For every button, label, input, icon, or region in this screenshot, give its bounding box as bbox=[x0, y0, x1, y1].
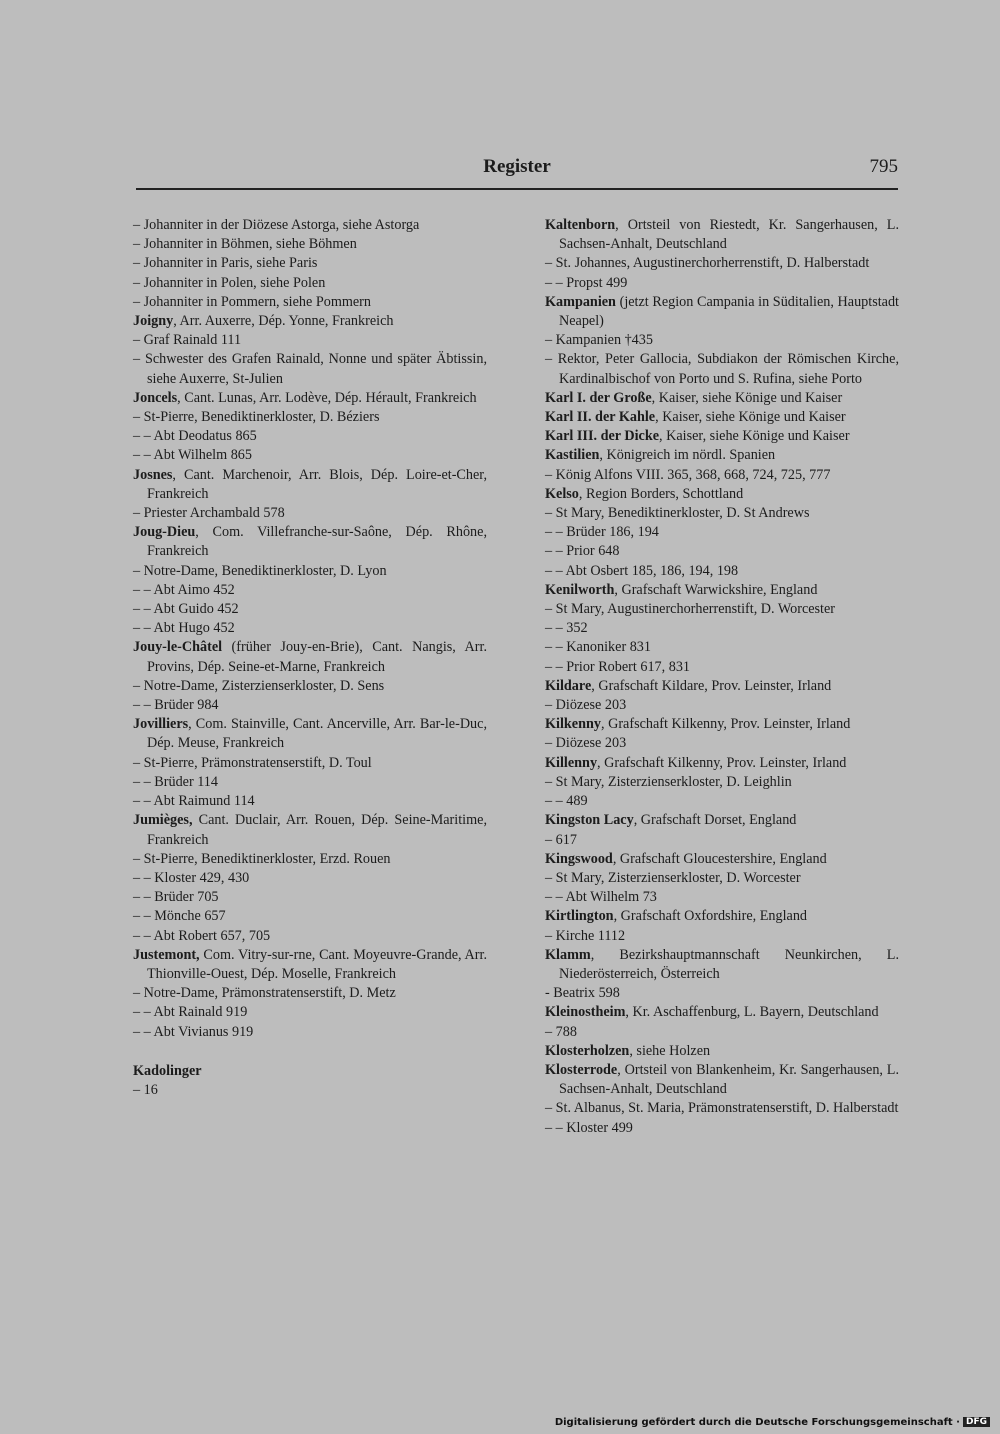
register-subentry: – – Brüder 984 bbox=[133, 697, 219, 714]
entry-headword: Kampanien bbox=[545, 293, 616, 310]
entry-headword: Karl II. der Kahle bbox=[545, 409, 656, 426]
register-entry bbox=[133, 312, 487, 331]
register-subentry: – – Abt Guido 452 bbox=[133, 601, 239, 618]
register-subentry: – – Brüder 186, 194 bbox=[545, 524, 659, 541]
entry-headword: Kenilworth bbox=[545, 581, 615, 598]
entry-description: , Kaiser, siehe Könige und Kaiser bbox=[651, 389, 843, 406]
entry-description: , Cant. Lunas, Arr. Lodève, Dép. Hérault, Frankreich bbox=[177, 389, 477, 406]
register-entry bbox=[545, 216, 899, 254]
register-subentry: – – Abt Osbert 185, 186, 194, 198 bbox=[545, 562, 739, 579]
entry-headword: Kirtlington bbox=[545, 908, 614, 925]
section-gap bbox=[133, 1042, 487, 1062]
register-subentry: – St-Pierre, Prämonstratenserstift, D. Toul bbox=[133, 754, 372, 771]
register-entry bbox=[545, 677, 899, 696]
entry-headword: Karl I. der Große bbox=[545, 389, 652, 406]
footer-text: Digitalisierung gefördert durch die Deutsche Forschungsgemeinschaft · bbox=[554, 1417, 960, 1428]
entry-headword: Jovilliers bbox=[133, 716, 189, 733]
entry-description: (früher Jouy-en-Brie), Cant. Nangis, Arr. Provins, Dép. Seine-et-Marne, Frankreich bbox=[147, 639, 487, 675]
entry-headword: Justemont, bbox=[133, 946, 200, 963]
register-subentry: – – Abt Robert 657, 705 bbox=[133, 927, 271, 944]
entry-description: , Grafschaft Kilkenny, Prov. Leinster, Irland bbox=[600, 716, 851, 733]
entry-description: (jetzt Region Campania in Süditalien, Hauptstadt Neapel) bbox=[559, 293, 899, 330]
register-subentry: – St Mary, Zisterzienserkloster, D. Leighlin bbox=[545, 773, 792, 790]
entry-description: , Ortsteil von Blankenheim, Kr. Sangerhausen, L. Sachsen-Anhalt, Deutschland bbox=[559, 1061, 899, 1098]
entry-headword: Kelso bbox=[545, 485, 579, 502]
register-subentry: – König Alfons VIII. 365, 368, 668, 724, 725, 777 bbox=[545, 466, 831, 483]
register-subentry: – – Kanoniker 831 bbox=[545, 639, 651, 656]
entry-description: , Bezirkshauptmannschaft Neunkirchen, L. Niederösterreich, Österreich bbox=[559, 946, 899, 982]
register-entry bbox=[545, 485, 899, 504]
register-subentry: – – Abt Hugo 452 bbox=[133, 620, 235, 637]
register-entry bbox=[133, 946, 487, 984]
entry-headword: Jumièges, bbox=[133, 812, 193, 829]
register-entry bbox=[545, 1061, 899, 1099]
entry-description: , Grafschaft Oxfordshire, England bbox=[613, 908, 808, 925]
register-subentry: – – Abt Vivianus 919 bbox=[133, 1023, 254, 1040]
register-subentry: – – Abt Deodatus 865 bbox=[133, 428, 257, 445]
register-subentry: – – Abt Raimund 114 bbox=[133, 793, 255, 810]
register-subentry: - Beatrix 598 bbox=[545, 985, 620, 1002]
dfg-logo: DFG bbox=[963, 1417, 990, 1427]
entry-description: Cant. Duclair, Arr. Rouen, Dép. Seine-Maritime, Frankreich bbox=[147, 812, 487, 848]
page-header-title: Register bbox=[483, 156, 551, 177]
entry-description: , Grafschaft Dorset, England bbox=[633, 812, 797, 829]
register-entry bbox=[545, 389, 899, 408]
entry-description: , Grafschaft Gloucestershire, England bbox=[612, 850, 827, 867]
entry-description: , siehe Holzen bbox=[629, 1042, 711, 1059]
register-subentry: – Kirche 1112 bbox=[545, 927, 626, 944]
register-entry bbox=[545, 907, 899, 926]
register-subentry: – – 352 bbox=[545, 620, 588, 637]
register-subentry: – Johanniter in Polen, siehe Polen bbox=[133, 274, 326, 291]
register-entry bbox=[545, 446, 899, 465]
register-subentry: – – Kloster 429, 430 bbox=[133, 869, 250, 886]
register-subentry: – – Prior 648 bbox=[545, 543, 620, 560]
register-entry bbox=[133, 811, 487, 849]
register-subentry: – – Abt Aimo 452 bbox=[133, 581, 235, 598]
entry-headword: Klosterrode bbox=[545, 1061, 618, 1078]
entry-headword: Kilkenny bbox=[545, 716, 601, 733]
register-column-left bbox=[133, 216, 487, 1100]
register-subentry: – St. Albanus, St. Maria, Prämonstratenserstift, D. Halberstadt bbox=[545, 1100, 899, 1117]
entry-headword: Kingston Lacy bbox=[545, 812, 634, 829]
entry-headword: Kastilien bbox=[545, 447, 600, 464]
register-subentry: – St Mary, Benediktinerkloster, D. St Andrews bbox=[545, 505, 810, 522]
register-subentry: – 617 bbox=[545, 831, 577, 848]
register-subentry: – Kampanien †435 bbox=[545, 332, 653, 349]
register-subentry: – – Kloster 499 bbox=[545, 1119, 633, 1136]
register-entry bbox=[545, 715, 899, 734]
header-rule bbox=[136, 188, 898, 190]
register-entry bbox=[545, 427, 899, 446]
entry-headword: Karl III. der Dicke bbox=[545, 428, 660, 445]
register-subentry: – Johanniter in Pommern, siehe Pommern bbox=[133, 293, 372, 310]
register-subentry: – Diözese 203 bbox=[545, 697, 627, 714]
register-entry bbox=[545, 1003, 899, 1022]
register-entry bbox=[545, 850, 899, 869]
register-subentry: – 16 bbox=[133, 1081, 158, 1098]
register-subentry: – St-Pierre, Benediktinerkloster, D. Béziers bbox=[133, 409, 380, 426]
register-subentry: – Notre-Dame, Prämonstratenserstift, D. Metz bbox=[133, 985, 396, 1002]
register-entry bbox=[133, 1062, 487, 1081]
register-entry bbox=[545, 293, 899, 331]
register-entry bbox=[545, 408, 899, 427]
entry-headword: Kadolinger bbox=[133, 1062, 202, 1079]
register-subentry: – St Mary, Augustinerchorherrenstift, D. Worcester bbox=[545, 601, 836, 618]
entry-description: , Grafschaft Warwickshire, England bbox=[614, 581, 818, 598]
entry-headword: Kaltenborn bbox=[545, 217, 616, 233]
register-subentry: – – Brüder 114 bbox=[133, 773, 218, 790]
register-entry bbox=[133, 466, 487, 504]
register-subentry: – – Mönche 657 bbox=[133, 908, 226, 925]
register-subentry: – Rektor, Peter Gallocia, Subdiakon der Römischen Kirche, Kardinalbischof von Porto und S. Rufina, siehe Porto bbox=[545, 351, 899, 387]
footer-credit bbox=[0, 1417, 990, 1428]
register-subentry: – – 489 bbox=[545, 793, 588, 810]
entry-headword: Joug-Dieu bbox=[133, 524, 196, 541]
register-entry bbox=[133, 523, 487, 561]
register-subentry: – – Abt Rainald 919 bbox=[133, 1004, 248, 1021]
register-subentry: – Graf Rainald 111 bbox=[133, 332, 242, 349]
register-entry bbox=[133, 715, 487, 753]
entry-headword: Joigny bbox=[133, 313, 174, 330]
register-entry bbox=[133, 389, 487, 408]
register-subentry: – – Abt Wilhelm 73 bbox=[545, 889, 657, 906]
register-entry bbox=[545, 754, 899, 773]
page-number: 795 bbox=[869, 156, 898, 177]
register-subentry: – Johanniter in der Diözese Astorga, siehe Astorga bbox=[133, 217, 420, 233]
entry-description: , Königreich im nördl. Spanien bbox=[599, 447, 776, 464]
entry-description: , Cant. Marchenoir, Arr. Blois, Dép. Loire-et-Cher, Frankreich bbox=[147, 466, 487, 502]
entry-description: , Grafschaft Kildare, Prov. Leinster, Irland bbox=[591, 677, 832, 694]
register-entry bbox=[133, 638, 487, 676]
register-column-right bbox=[545, 216, 899, 1138]
entry-description: , Kaiser, siehe Könige und Kaiser bbox=[659, 428, 850, 445]
register-subentry: – Johanniter in Paris, siehe Paris bbox=[133, 255, 318, 272]
register-subentry: – St Mary, Zisterzienserkloster, D. Worcester bbox=[545, 869, 801, 886]
entry-description: Com. Vitry-sur-rne, Cant. Moyeuvre-Grande, Arr. Thionville-Ouest, Dép. Moselle, Frankreich bbox=[147, 946, 487, 982]
entry-headword: Joncels bbox=[133, 389, 178, 406]
register-subentry: – Priester Archambald 578 bbox=[133, 505, 285, 522]
entry-description: , Grafschaft Kilkenny, Prov. Leinster, Irland bbox=[597, 754, 847, 771]
entry-description: , Com. Villefranche-sur-Saône, Dép. Rhône, Frankreich bbox=[147, 524, 487, 560]
entry-headword: Klamm bbox=[545, 946, 591, 963]
register-subentry: – Schwester des Grafen Rainald, Nonne und später Äbtissin, siehe Auxerre, St-Julien bbox=[133, 351, 487, 387]
entry-description: , Arr. Auxerre, Dép. Yonne, Frankreich bbox=[173, 313, 394, 330]
entry-description: , Kaiser, siehe Könige und Kaiser bbox=[655, 409, 846, 426]
register-entry bbox=[545, 1042, 899, 1061]
register-subentry: – – Prior Robert 617, 831 bbox=[545, 658, 691, 675]
register-subentry: – Diözese 203 bbox=[545, 735, 627, 752]
entry-headword: Killenny bbox=[545, 754, 598, 771]
register-subentry: – Johanniter in Böhmen, siehe Böhmen bbox=[133, 236, 357, 253]
register-entry bbox=[545, 946, 899, 984]
entry-headword: Kildare bbox=[545, 677, 592, 694]
entry-headword: Josnes bbox=[133, 466, 173, 483]
register-subentry: – – Propst 499 bbox=[545, 274, 628, 291]
register-subentry: – 788 bbox=[545, 1023, 577, 1040]
entry-description: , Com. Stainville, Cant. Ancerville, Arr. Bar-le-Duc, Dép. Meuse, Frankreich bbox=[147, 716, 487, 752]
entry-headword: Kleinostheim bbox=[545, 1004, 626, 1021]
register-entry bbox=[545, 581, 899, 600]
register-entry bbox=[545, 811, 899, 830]
entry-headword: Jouy-le-Châtel bbox=[133, 639, 223, 656]
register-subentry: – – Brüder 705 bbox=[133, 889, 219, 906]
register-subentry: – Notre-Dame, Zisterzienserkloster, D. Sens bbox=[133, 677, 385, 694]
register-subentry: – St-Pierre, Benediktinerkloster, Erzd. Rouen bbox=[133, 850, 391, 867]
register-subentry: – Notre-Dame, Benediktinerkloster, D. Lyon bbox=[133, 562, 387, 579]
entry-headword: Kingswood bbox=[545, 850, 613, 867]
register-subentry: – – Abt Wilhelm 865 bbox=[133, 447, 252, 464]
entry-description: , Kr. Aschaffenburg, L. Bayern, Deutschland bbox=[625, 1004, 879, 1021]
entry-description: , Ortsteil von Riestedt, Kr. Sangerhausen, L. Sachsen-Anhalt, Deutschland bbox=[559, 217, 899, 253]
register-subentry: – St. Johannes, Augustinerchorherrenstift, D. Halberstadt bbox=[545, 255, 870, 272]
entry-headword: Klosterholzen bbox=[545, 1042, 630, 1059]
entry-description: , Region Borders, Schottland bbox=[578, 485, 744, 502]
